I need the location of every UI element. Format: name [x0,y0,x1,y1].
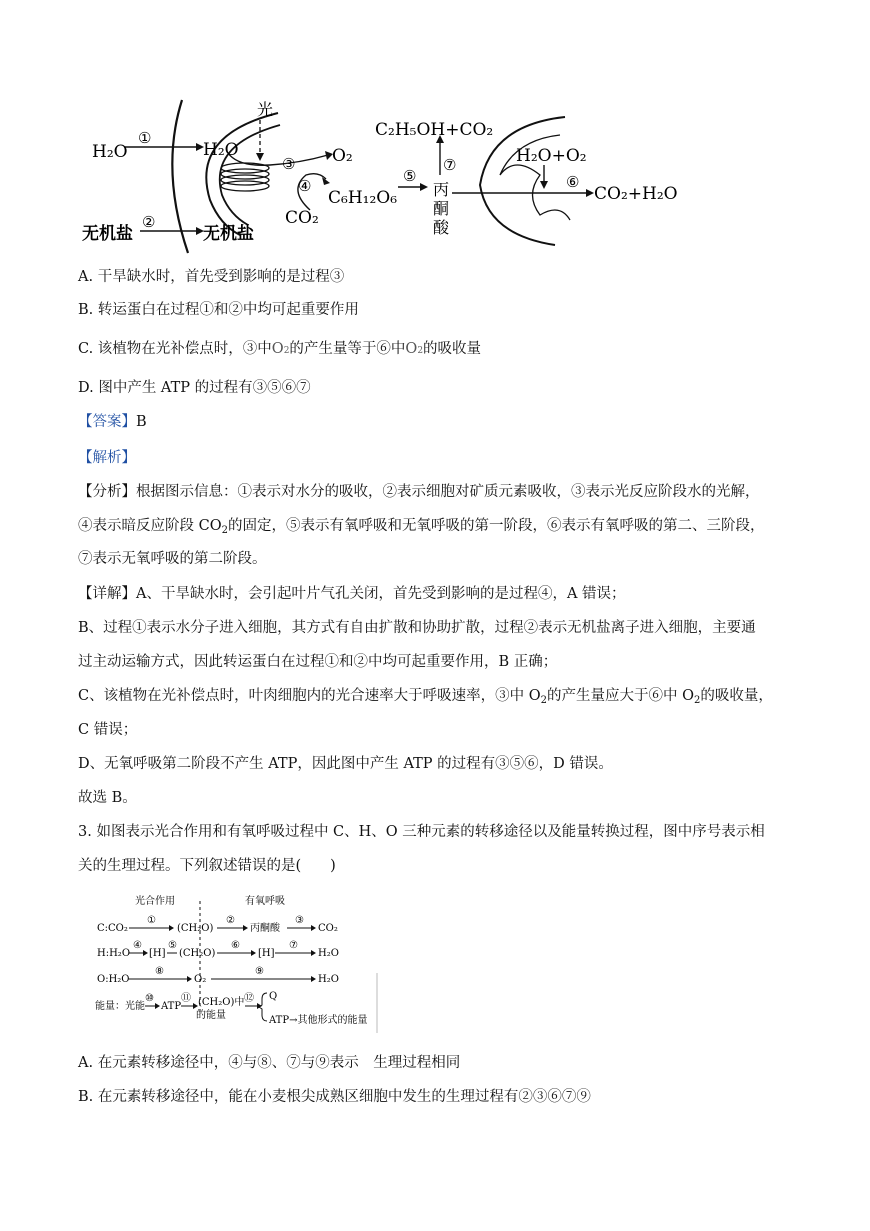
row2-start: H:H₂O [97,948,131,959]
step-1-label: ① [138,129,152,147]
row4-q: Q [269,991,278,1002]
answer-tag: 【答案】 [78,414,136,430]
label-h2o-inner: H₂O [203,140,239,160]
label-pyruvate-1: 丙 [433,180,450,199]
step-3-label: ③ [282,155,296,173]
o2-formula [272,341,290,357]
q2-option-a: A. 干旱缺水时，首先受到影响的是过程③ [78,269,345,285]
row4-step11: ⑪ [181,993,191,1004]
row2-h1: [H] [149,948,166,959]
xiangjie-text-4b: 的产生量应大于⑥中 O [546,688,694,704]
row3-o2: O₂ [194,974,207,985]
row3-h2o: H₂O [318,974,339,985]
q2-option-c [78,338,481,362]
row2-step6: ⑥ [231,940,240,951]
subscript-two: 2 [693,695,701,706]
subscript-two: 2 [540,695,547,706]
fenxi-line-2 [78,515,764,542]
row4-ch2o: (CH₂O)中 [198,997,245,1008]
label-co2-h2o: CO₂+H₂O [594,184,678,204]
row1-pyruvate: 丙酮酸 [250,923,280,934]
label-light: 光 [257,100,274,119]
label-pyruvate-3: 酸 [433,218,450,237]
row4-step10: ⑩ [145,993,154,1004]
thylakoid-stack-icon [221,163,269,191]
label-o2: O₂ [332,146,353,166]
header-respiration: 有氧呼吸 [245,896,285,907]
cell-wall-line [172,100,188,253]
row2-h2o: H₂O [318,948,339,959]
row4-atp: ATP [161,1001,182,1012]
label-ethanol: C₂H₅OH+CO₂ [375,120,494,140]
q2-option-d: D. 图中产生 ATP 的过程有③⑤⑥⑦ [78,380,311,396]
row1-step2: ② [226,915,235,926]
xiangjie-line-4 [78,685,773,712]
xiangjie-line-3: 过主动运输方式，因此转运蛋白在过程①和②中均可起重要作用，B 正确； [78,654,558,670]
q2-option-c-part2: 的产生量等于⑥中 [289,341,406,357]
row1-start: C:CO₂ [97,923,128,934]
row3-step9: ⑨ [255,966,264,977]
xiangjie-tag: 【详解】 [78,586,136,602]
o2-formula [405,341,423,357]
fenxi-text-2a: ④表示暗反应阶段 CO [78,518,222,534]
fenxi-tag: 【分析】 [78,484,136,500]
row3-step8: ⑧ [155,966,164,977]
row4-energy: 的能量 [196,1010,226,1021]
label-salt-right: 无机盐 [203,224,254,244]
xiangjie-text-4c: 的吸收量， [700,688,773,704]
fenxi-line-3: ⑦表示无氧呼吸的第二阶段。 [78,551,267,567]
row2-ch2o: (CH₂O) [179,948,216,959]
analysis-tag-text: 【解析】 [78,450,136,466]
q2-option-c-part3: 的吸收量 [423,341,482,357]
step-2-label: ② [142,213,156,231]
row1-step3: ③ [295,915,304,926]
step-6-label: ⑥ [566,173,580,191]
header-photosynthesis: 光合作用 [135,896,175,907]
xiangjie-text-4a: C、该植物在光补偿点时，叶肉细胞内的光合速率大于呼吸速率，③中 O [78,688,541,704]
row1-ch2o: (CH₂O) [177,923,214,934]
row4-start: 能量：光能 [95,1001,145,1012]
fenxi-text-1: 根据图示信息：①表示对水分的吸收，②表示细胞对矿质元素吸收，③表示光反应阶段水的光解， [136,484,760,500]
step-4-label: ④ [298,177,312,195]
row4-other-energy: ATP→其他形式的能量 [269,1015,368,1026]
answer-value: B [136,414,147,430]
cell-process-diagram [70,95,710,255]
fenxi-text-2b: 的固定，⑤表示有氧呼吸和无氧呼吸的第一阶段，⑥表示有氧呼吸的第二、三阶段， [227,518,765,534]
label-pyruvate-2: 酮 [433,199,450,218]
o-symbol: O [271,341,284,357]
q3-option-a: A. 在元素转移途径中，④与⑧、⑦与⑨表示 生理过程相同 [78,1055,461,1071]
row2-step4: ④ [133,940,142,951]
xiangjie-line-2: B、过程①表示水分子进入细胞，其方式有自由扩散和协助扩散，过程②表示无机盐离子进入细胞，主要通 [78,620,756,636]
row1-co2: CO₂ [318,923,338,934]
row2-h2: [H] [258,948,275,959]
xiangjie-line-5: C 错误； [78,722,138,738]
step-7-label: ⑦ [443,156,457,174]
row2-step5: ⑤ [168,940,177,951]
photolysis-arrow [228,153,328,165]
o-symbol: O [405,341,418,357]
fenxi-line-1 [78,481,760,503]
answer-line [78,411,147,433]
q3-stem-line-1: 3. 如图表示光合作用和有氧呼吸过程中 C、H、O 三种元素的转移途径以及能量转换过程，图中序号表示相 [78,824,765,840]
subscript-two: 2 [417,346,424,356]
row4-step12: ⑫ [244,993,254,1004]
subscript-two: 2 [283,346,290,356]
analysis-tag [78,447,136,469]
chloroplast-outer-membrane [206,113,278,235]
label-h2o-left: H₂O [92,142,128,162]
label-co2-bottom: CO₂ [285,208,319,228]
xiangjie-text-1: A、干旱缺水时，会引起叶片气孔关闭，首先受到影响的是过程④，A 错误； [136,586,626,602]
q2-option-b: B. 转运蛋白在过程①和②中均可起重要作用 [78,302,359,318]
row1-step1: ① [147,915,156,926]
row2-step7: ⑦ [289,940,298,951]
element-transfer-diagram [95,893,385,1035]
q3-option-b: B. 在元素转移途径中，能在小麦根尖成熟区细胞中发生的生理过程有②③⑥⑦⑨ [78,1089,591,1105]
label-glucose: C₆H₁₂O₆ [328,188,398,208]
label-salt-left: 无机盐 [82,224,133,244]
step-5-label: ⑤ [403,167,417,185]
row3-start: O:H₂O [97,974,130,985]
q3-stem-line-2: 关的生理过程。下列叙述错误的是( ) [78,858,336,874]
conclusion-line: 故选 B。 [78,790,137,806]
xiangjie-line-1 [78,583,626,605]
subscript-two: 2 [221,525,228,536]
xiangjie-line-6: D、无氧呼吸第二阶段不产生 ATP，因此图中产生 ATP 的过程有③⑤⑥，D 错误。 [78,756,613,772]
q2-option-c-part1: C. 该植物在光补偿点时，③中 [78,341,272,357]
label-h2o-o2: H₂O+O₂ [516,146,587,166]
